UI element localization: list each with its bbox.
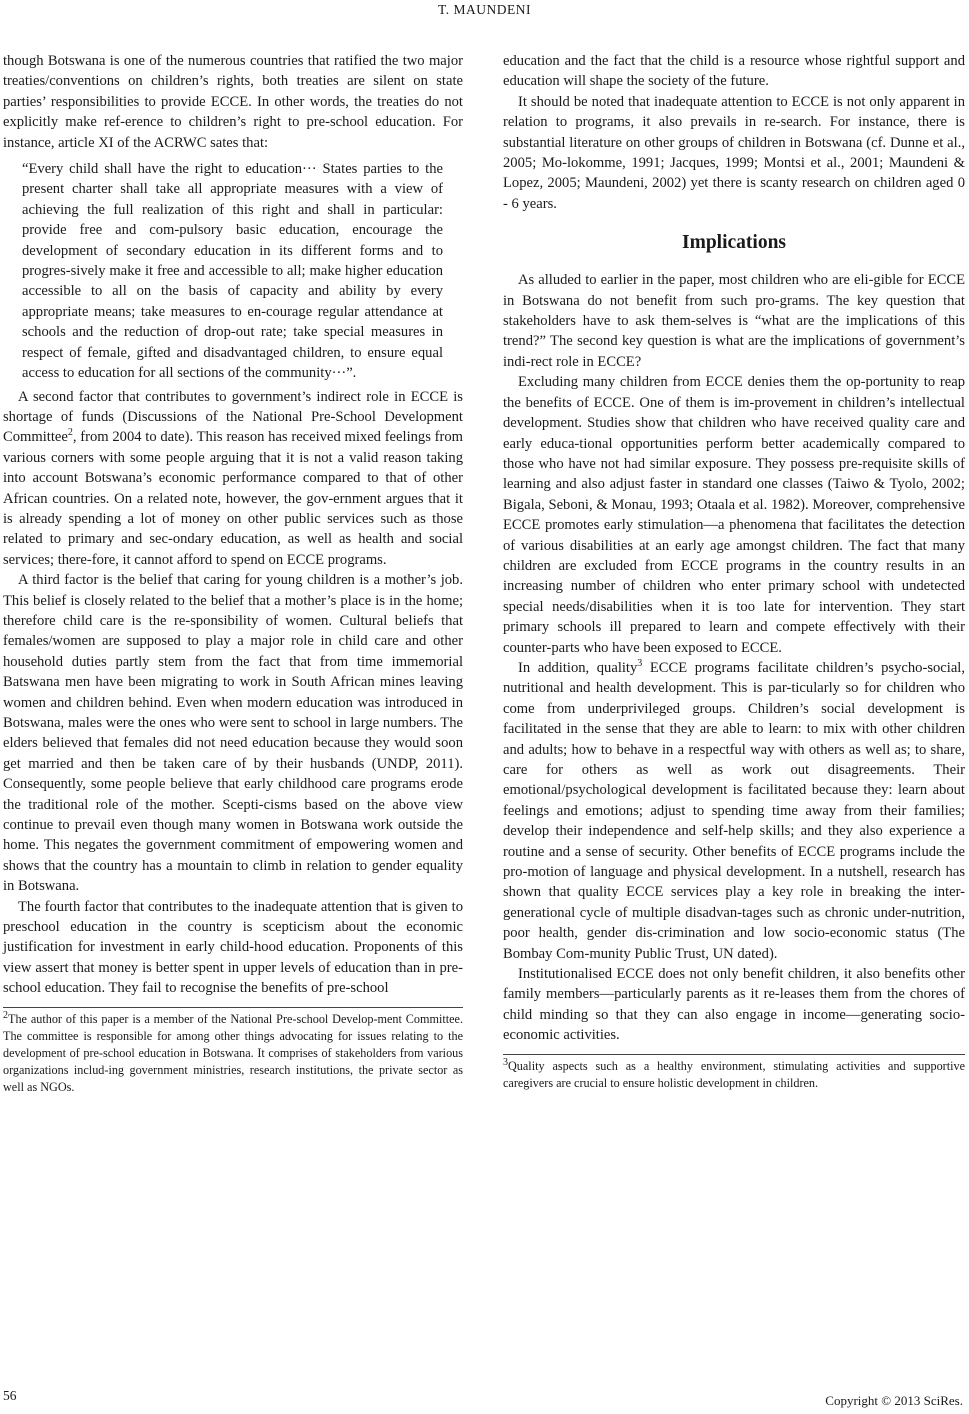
paragraph (3, 387, 463, 571)
right-column (503, 51, 965, 1092)
block-quote (22, 159, 443, 383)
paragraph: It should be noted that inadequate attention to ECCE is not only apparent in relation to programs, it also prevails in re-search. For instance, there is substantial literature on other groups of children in Botswana (cf. Dunne et al., 2005; Mo-lokomme, 1991; Jacques, 1999; Montsi et al., 2001; Maundeni & Lopez, 2005; Maundeni, 2002) yet there is scanty research on children aged 0 - 6 years. (503, 93, 965, 212)
paragraph: The fourth factor that contributes to the inadequate attention that is given to preschool education in the country is scepticism about the economic justification for investment in early child-hood education. Proponents of this view assert that money is better spent in upper levels of education than in pre-school education. They fail to recognise the benefits of pre-school (3, 898, 463, 997)
footnote-text: The author of this paper is a member of the National Pre-school Develop-ment Committee. The committee is responsible for among other things advocating for issues relating to the development of pre-school education in Botswana. It comprises of stakeholders from various organizations includ-ing government ministries, research institutions, the private sector as well as NGOs. (3, 1011, 463, 1094)
copyright-notice: Copyright © 2013 SciRes. (825, 1393, 963, 1408)
paragraph: Excluding many children from ECCE denies them the op-portunity to reap the benefits of ECCE. One of them is im-provement in children’s intellectual development. Studies show that children who have received quality care and early educa-tional opportunities perform better academically compared to those who have not had similar exposure. They possess pre-requisite skills of learning and also adjust faster in standard one classes (Taiwo & Tyolo, 2002; Bigala, Seboni, & Monau, 1993; Otaala et al. 1982). Moreover, comprehensive ECCE promotes early stimulation—a phenomena that facilitates the detection of various disabilities at an early age amongst children. The fact that many children are excluded from ECCE programs in the country results in an increasing number of children who enter primary school with undetected special needs/disabilities when it is too late for intervention. They start primary schools ill prepared to learn and compete effectively with their counter-parts who have been exposed to ECCE. (503, 374, 965, 656)
footnote (503, 1058, 965, 1092)
left-column (3, 51, 463, 1096)
paragraph: though Botswana is one of the numerous countries that ratified the two major treaties/conventions on children’s rights, both treaties are silent on state parties’ responsibilities to provide ECCE. In other words, the treaties do not explicitly make ref-erence to children’s right to pre-school education. For instance, article XI of the ACRWC sates that: (3, 53, 463, 151)
footnote-mark: 3 (503, 1056, 508, 1068)
footnote-divider (503, 1054, 965, 1055)
paragraph: As alluded to earlier in the paper, most children who are eli-gible for ECCE in Botswana do not benefit from such pro-grams. The key question that stakeholders have to ask them-selves is “what are the implications of this trend?” The second key question is what are the implications of government’s indi-rect role in ECCE? (503, 272, 965, 370)
paragraph-text: , from 2004 to date). This reason has received mixed feelings from various corners with some people arguing that it is not a valid reason taking into account Botswana’s economic performance compared to that of other African countries. On a related note, however, the gov-ernment argues that it is already spending a lot of money on other public services such as those related to primary and sec-ondary education, as well as health and social services; there-fore, it cannot afford to spend on ECCE programs. (3, 429, 463, 568)
paragraph: Institutionalised ECCE does not only benefit children, it also benefits other family members—particularly parents as it re-leases them from the chores of child minding so that they can also engage in income—generating socio-economic activities. (503, 966, 965, 1044)
paragraph-text: ECCE programs facilitate children’s psycho-social, nutritional and health development. This is par-ticularly so for children who come from underprivileged groups. Children’s social development is facilitated in the sense that they are able to learn: to mix with other children and adults; how to behave in a respectful way with others as well as; to share, care for others as well as work out disagreements. Their emotional/psychological development is facilitated because they: learn about feelings and emotions; adjust to spending time away from their families; develop their independence and self-help skills; and they also experience a routine and a sense of security. Other benefits of ECCE programs include the pro-motion of language and physical development. In a nutshell, research has shown that quality ECCE services play a key role in breaking the inter-generational cycle of multiple disadvan-tages such as chronic under-nutrition, poor health, gender dis-crimination and low socio-economic status (The Bombay Com-munity Public Trust, UN dated). (503, 659, 966, 962)
running-head: T. MAUNDENI (438, 2, 531, 17)
page-number: 56 (3, 1388, 17, 1403)
footnote-text: Quality aspects such as a healthy environment, stimulating activities and supportive caregivers are crucial to ensure holistic development in children. (503, 1058, 965, 1090)
footnote (3, 1011, 463, 1096)
footnote-ref: 3 (637, 658, 643, 670)
paragraph: A third factor is the belief that caring for young children is a mother’s job. This belief is closely related to the belief that a mother’s place is in the home; therefore child care is the re-sponsibility of women. Cultural beliefs that females/women are supposed to play a major role in child care and other household duties partly stem from the fact that from time immemorial Batswana men have been migrating to work in South African mines leaving women and children behind. Even when modern education was introduced in Botswana, males were the ones who were sent to school in large numbers. The elders believed that females did not need education because they would soon get married and then be taken care of by their husbands (UNDP, 2011). Consequently, some people believe that early childhood care programs erode the traditional role of the mother. Scepti-cisms based on the above view continue to prevail even though many women in Botswana work outside the home. This negates the government commitment of empowering women and shows that the country has a mountain to climb in relation to gender equality in Botswana. (3, 572, 463, 895)
paragraph-text: A second factor that contributes to government’s indirect role in ECCE is shortage of funds (Discussions of the National Pre-School Development Committee (3, 388, 463, 446)
paragraph (503, 658, 965, 964)
section-heading: Implications (681, 232, 786, 254)
paragraph-text: In addition, quality (518, 659, 638, 676)
footnote-ref: 2 (67, 427, 73, 439)
footnote-divider (3, 1007, 463, 1008)
footnote-mark: 2 (3, 1009, 8, 1021)
quote-text: “Every child shall have the right to education··· States parties to the present charter shall take all appropriate measures with a view of achieving the full realization of this right and shall in particular: provide free and com-pulsory basic education, encourage the development of secondary education in its different forms and to progres-sively make it free and accessible to all; make higher education accessible to all on the basis of capacity and ability by every appropriate means; take measures to en-courage regular attendance at schools and the reduction of drop-out rate; take special measures in respect of female, gifted and disadvantaged children, to ensure equal access to education for all sections of the community···”. (22, 161, 443, 382)
paragraph: education and the fact that the child is a resource whose rightful support and education will shape the society of the future. (503, 53, 965, 90)
